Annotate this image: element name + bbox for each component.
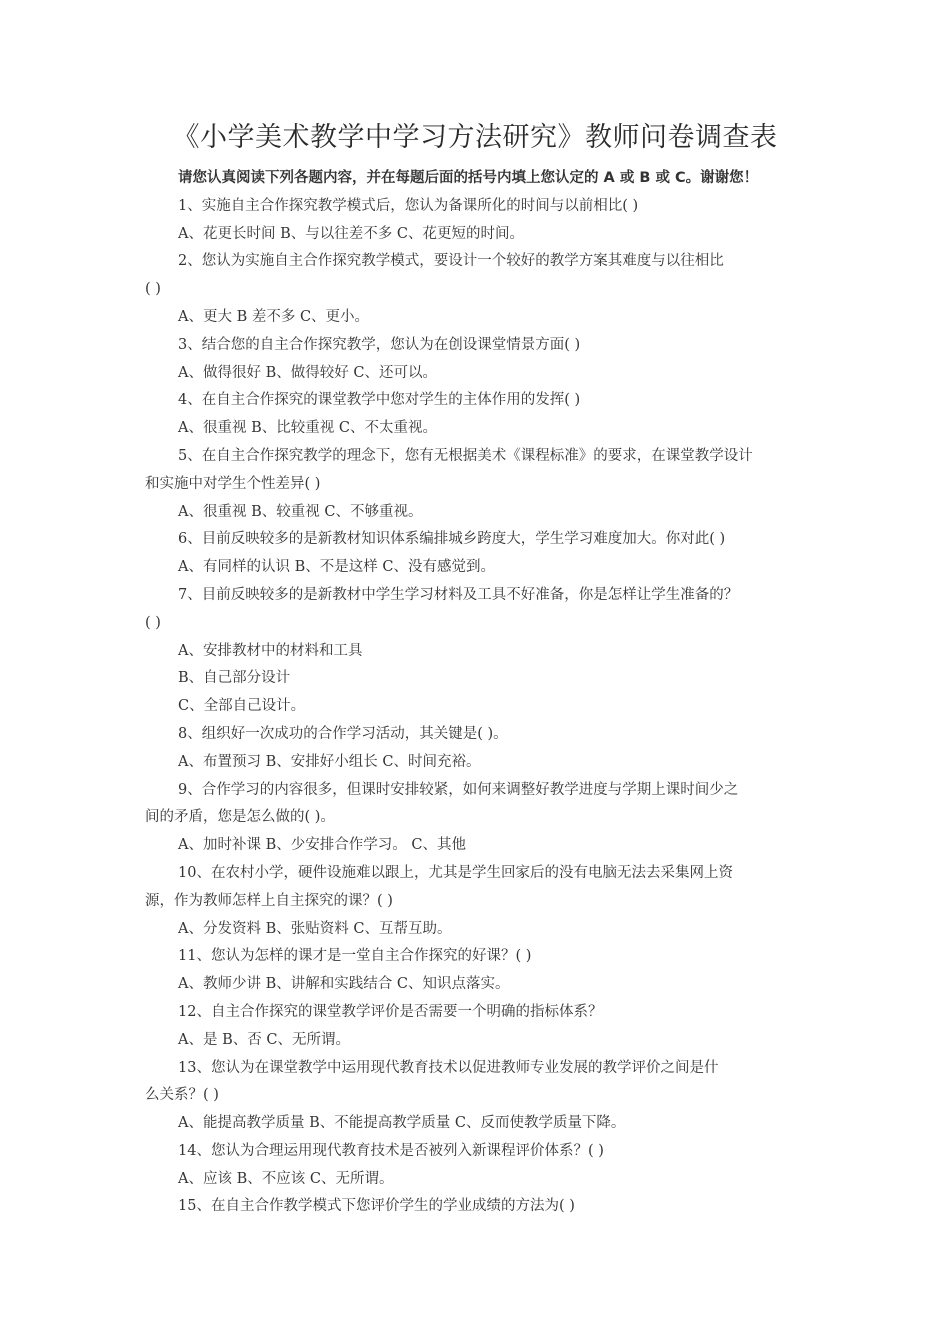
answer-options-line: A、有同样的认识 B、不是这样 C、没有感觉到。 — [178, 559, 495, 576]
question-continuation-line: 么关系？( ) — [145, 1087, 219, 1104]
question-line: 12、自主合作探究的课堂教学评价是否需要一个明确的指标体系？ — [178, 1003, 603, 1020]
answer-options-line: A、教师少讲 B、讲解和实践结合 C、知识点落实。 — [178, 976, 510, 993]
question-line: 11、您认为怎样的课才是一堂自主合作探究的好课？( ) — [178, 948, 532, 965]
answer-options-line: B、自己部分设计 — [178, 670, 291, 687]
question-line: 2、您认为实施自主合作探究教学模式，要设计一个较好的教学方案其难度与以往相比 — [178, 253, 724, 270]
answer-options-line: A、是 B、否 C、无所谓。 — [178, 1031, 350, 1048]
answer-options-line: A、加时补课 B、少安排合作学习。 C、其他 — [178, 837, 466, 854]
question-continuation-line: ( ) — [145, 281, 161, 298]
page-title: 《小学美术教学中学习方法研究》教师问卷调查表 — [172, 122, 778, 153]
question-line: 9、合作学习的内容很多，但课时安排较紧，如何来调整好教学进度与学期上课时间少之 — [178, 781, 739, 798]
answer-options-line: A、能提高教学质量 B、不能提高教学质量 C、反而使教学质量下降。 — [178, 1115, 626, 1132]
question-line: 5、在自主合作探究教学的理念下，您有无根据美术《课程标准》的要求，在课堂教学设计 — [178, 447, 753, 464]
answer-options-line: A、花更长时间 B、与以往差不多 C、花更短的时间。 — [178, 225, 524, 242]
questionnaire-body — [145, 165, 815, 1221]
answer-options-line: A、布置预习 B、安排好小组长 C、时间充裕。 — [178, 753, 481, 770]
question-continuation-line: 源，作为教师怎样上自主探究的课？( ) — [145, 892, 393, 909]
question-line: 4、在自主合作探究的课堂教学中您对学生的主体作用的发挥( ) — [178, 392, 581, 409]
answer-options-line: A、很重视 B、较重视 C、不够重视。 — [178, 503, 423, 520]
answer-options-line: A、分发资料 B、张贴资料 C、互帮互助。 — [178, 920, 452, 937]
instruction-text: 请您认真阅读下列各题内容，并在每题后面的括号内填上您认定的 A 或 B 或 C。谢谢您！ — [178, 170, 759, 186]
question-line: 3、结合您的自主合作探究教学，您认为在创设课堂情景方面( ) — [178, 336, 581, 353]
answer-options-line: A、更大 B 差不多 C、更小。 — [178, 308, 370, 325]
question-line: 8、组织好一次成功的合作学习活动，其关键是( )。 — [178, 725, 508, 742]
answer-options-line: A、很重视 B、比较重视 C、不太重视。 — [178, 420, 437, 437]
question-line: 15、在自主合作教学模式下您评价学生的学业成绩的方法为( ) — [178, 1198, 575, 1215]
question-line: 1、实施自主合作探究教学模式后，您认为备课所化的时间与以前相比( ) — [178, 197, 639, 214]
question-line: 13、您认为在课堂教学中运用现代教育技术以促进教师专业发展的教学评价之间是什 — [178, 1059, 719, 1076]
answer-options-line: A、安排教材中的材料和工具 — [178, 642, 363, 659]
question-list — [145, 193, 815, 1221]
question-continuation-line: ( ) — [145, 614, 161, 631]
question-continuation-line: 和实施中对学生个性差异( ) — [145, 475, 321, 492]
question-line: 6、目前反映较多的是新教材知识体系编排城乡跨度大，学生学习难度加大。你对此( ) — [178, 531, 726, 548]
question-line: 10、在农村小学，硬件设施难以跟上，尤其是学生回家后的没有电脑无法去采集网上资 — [178, 864, 733, 881]
answer-options-line: A、应该 B、不应该 C、无所谓。 — [178, 1170, 394, 1187]
answer-options-line: A、做得很好 B、做得较好 C、还可以。 — [178, 364, 437, 381]
question-line: 7、目前反映较多的是新教材中学生学习材料及工具不好准备，你是怎样让学生准备的？ — [178, 586, 739, 603]
answer-options-line: C、全部自己设计。 — [178, 698, 306, 715]
question-line: 14、您认为合理运用现代教育技术是否被列入新课程评价体系？( ) — [178, 1142, 604, 1159]
question-continuation-line: 间的矛盾，您是怎么做的( )。 — [145, 809, 335, 826]
